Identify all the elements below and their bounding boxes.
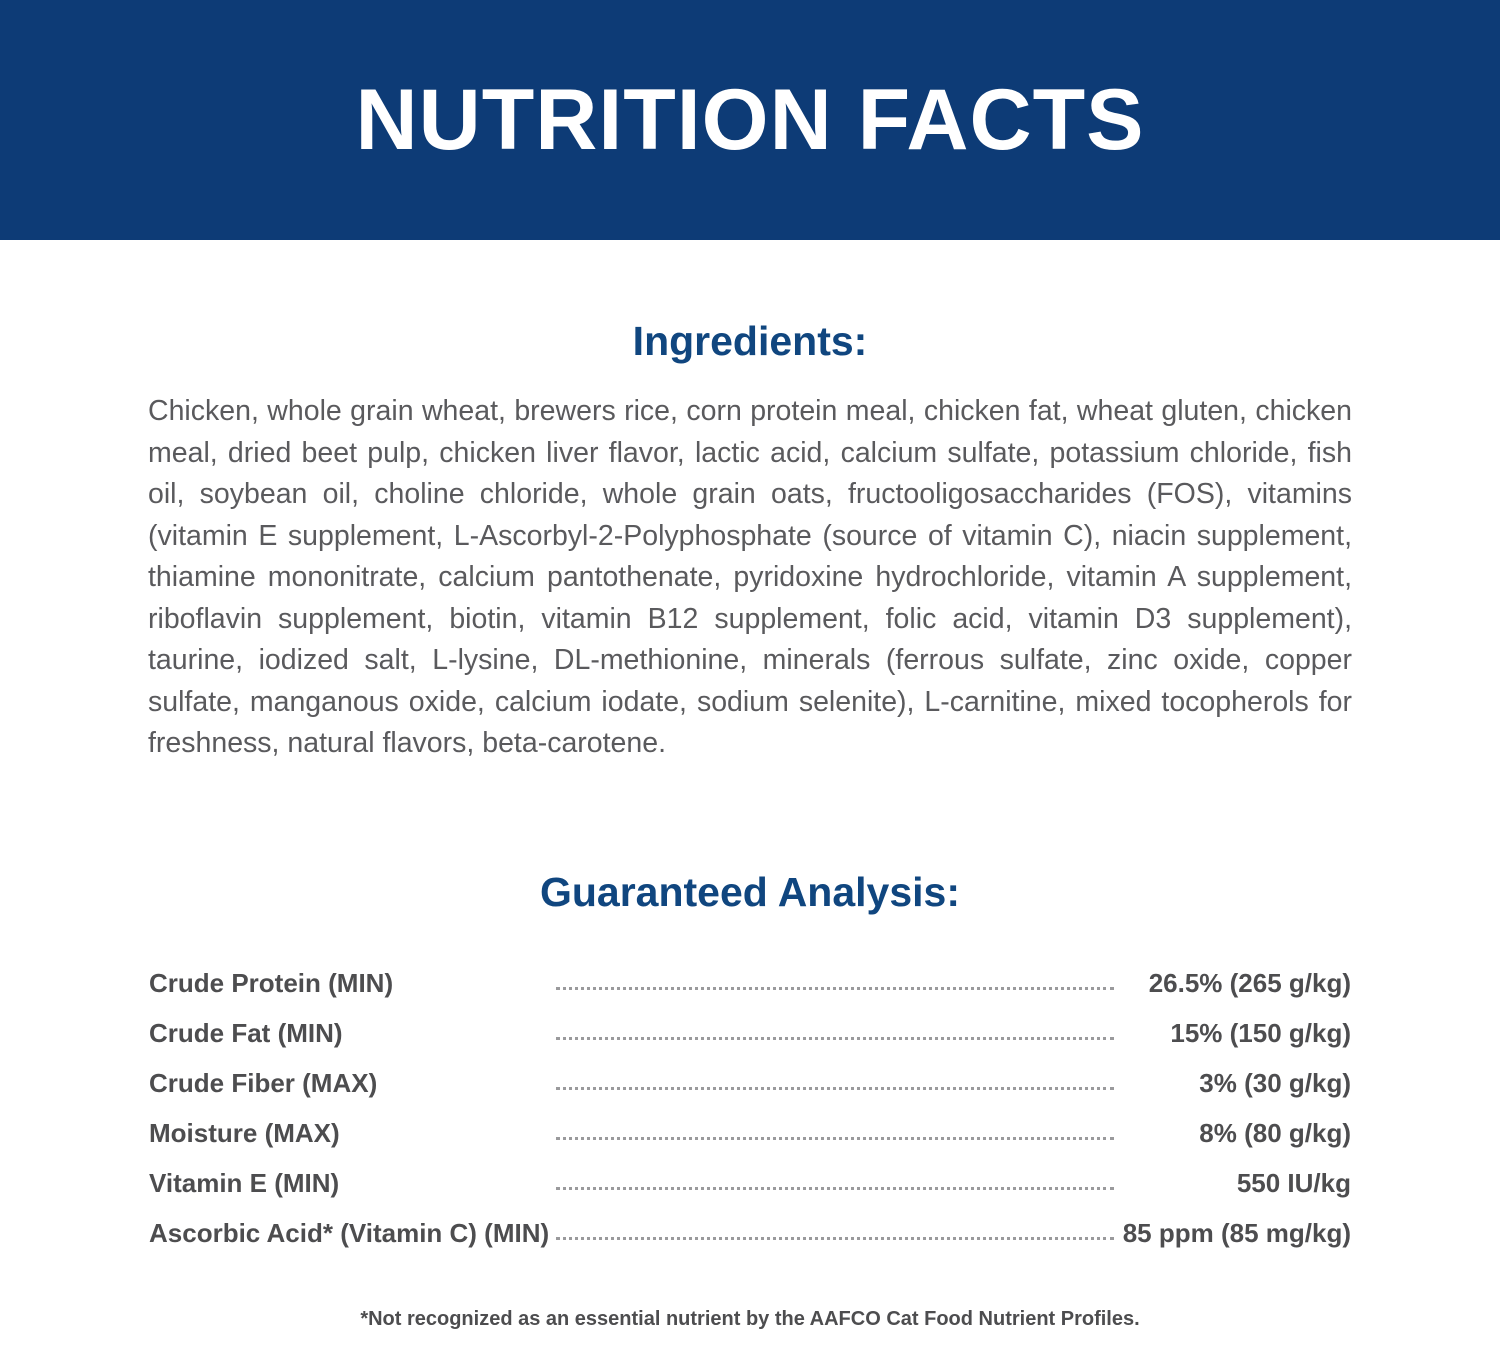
aafco-footnote: *Not recognized as an essential nutrient by the AAFCO Cat Food Nutrient Profiles.: [360, 1307, 1140, 1330]
table-row: [148, 1150, 1352, 1200]
nutrient-label: Vitamin E (MIN): [149, 1167, 340, 1198]
nutrient-value: 15% (150 g/kg): [1170, 1017, 1351, 1048]
content-area: [0, 318, 1500, 1331]
page-title: NUTRITION FACTS: [355, 72, 1145, 168]
guaranteed-analysis-table: [148, 950, 1352, 1250]
nutrient-value: 8% (80 g/kg): [1199, 1117, 1351, 1148]
nutrient-value: 85 ppm (85 mg/kg): [1122, 1217, 1351, 1248]
header-banner: [0, 0, 1500, 240]
nutrient-label: Crude Fat (MIN): [149, 1017, 343, 1048]
leader-dots: [555, 1100, 1115, 1150]
nutrient-value: 3% (30 g/kg): [1199, 1067, 1351, 1098]
ingredients-text: Chicken, whole grain wheat, brewers rice, corn protein meal, chicken fat, wheat gluten, chicken meal, dried beet pulp, chicken liver flavor, lactic acid, calcium sulfate, potassium chloride, fish oil, soybean oil, choline chloride, whole grain oats, fructooligosaccharides (FOS), vitamins (vitamin E supplement, L-Ascorbyl-2-Polyphosphate (source of vitamin C), niacin supplement, thiamine mononitrate, calcium pantothenate, pyridoxine hydrochloride, vitamin A supplement, riboflavin supplement, biotin, vitamin B12 supplement, folic acid, vitamin D3 supplement), taurine, iodized salt, L-lysine, DL-methionine, minerals (ferrous sulfate, zinc oxide, copper sulfate, manganous oxide, calcium iodate, sodium selenite), L-carnitine, mixed tocopherols for freshness, natural flavors, beta-carotene.: [148, 395, 1352, 759]
leader-dots: [555, 1150, 1115, 1200]
leader-dots: [555, 1000, 1115, 1050]
table-row: [148, 1000, 1352, 1050]
ingredients-heading: Ingredients:: [632, 318, 868, 364]
table-row: [148, 1100, 1352, 1150]
table-row: [148, 1050, 1352, 1100]
nutrient-value: 550 IU/kg: [1236, 1167, 1351, 1198]
leader-dots: [555, 1200, 1115, 1250]
nutrient-label: Ascorbic Acid* (Vitamin C) (MIN): [149, 1217, 550, 1248]
table-row: [148, 1200, 1352, 1250]
table-row: [148, 950, 1352, 1000]
nutrient-value: 26.5% (265 g/kg): [1148, 967, 1351, 998]
leader-dots: [555, 950, 1115, 1000]
nutrient-label: Crude Fiber (MAX): [149, 1067, 378, 1098]
leader-dots: [555, 1050, 1115, 1100]
nutrient-label: Moisture (MAX): [149, 1117, 340, 1148]
guaranteed-analysis-heading: Guaranteed Analysis:: [539, 868, 960, 915]
nutrient-label: Crude Protein (MIN): [149, 967, 394, 998]
